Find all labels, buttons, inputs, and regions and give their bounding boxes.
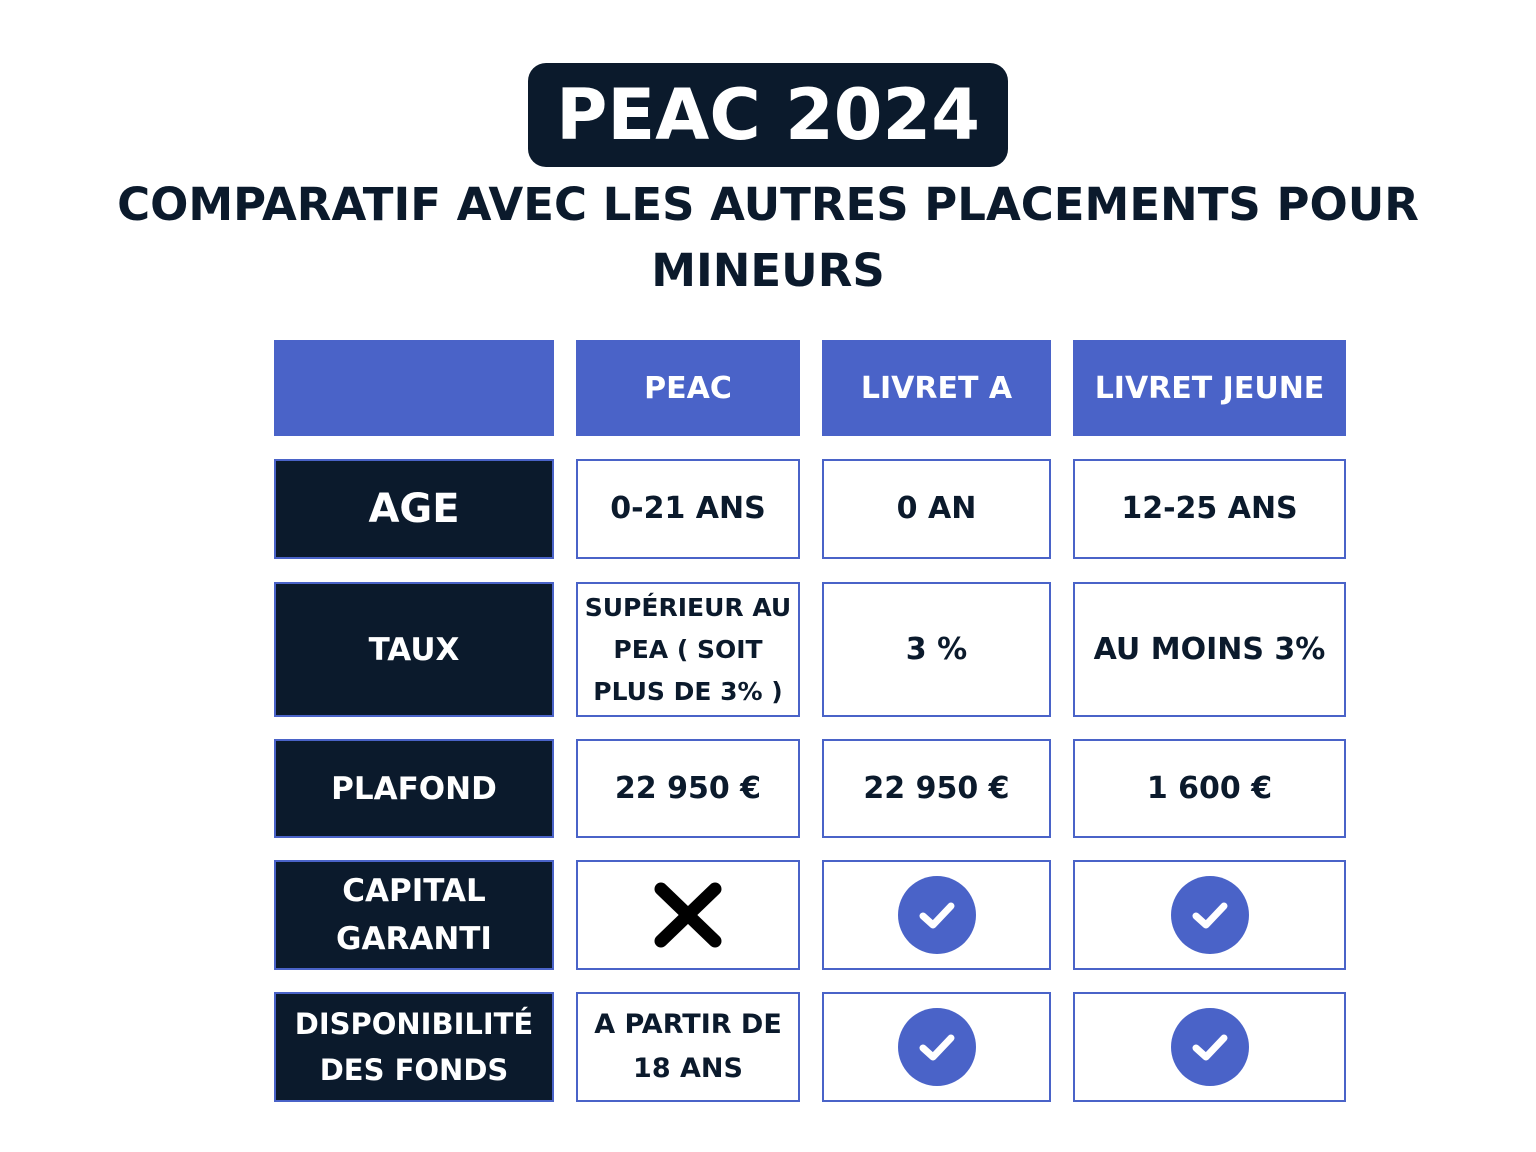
cell-disponibilite-peac: A PARTIR DE 18 ANS [576, 992, 800, 1102]
check-icon [898, 1008, 976, 1086]
cross-icon [653, 881, 723, 949]
row-label-disponibilite: DISPONIBILITÉ DES FONDS [274, 992, 554, 1102]
row-label-age: AGE [274, 459, 554, 559]
cell-disponibilite-livret-a [822, 992, 1051, 1102]
cell-plafond-peac: 22 950 € [576, 739, 800, 838]
cell-age-peac: 0-21 ANS [576, 459, 800, 559]
row-label-capital-garanti: CAPITAL GARANTI [274, 860, 554, 970]
cell-disponibilite-livret-jeune [1073, 992, 1346, 1102]
cell-taux-peac: SUPÉRIEUR AU PEA ( SOIT PLUS DE 3% ) [576, 582, 800, 717]
page-title: PEAC 2024 [556, 74, 980, 156]
cell-capital-livret-a [822, 860, 1051, 970]
cell-capital-peac [576, 860, 800, 970]
page-subtitle: COMPARATIF AVEC LES AUTRES PLACEMENTS POUR MINEURS [117, 178, 1419, 297]
cell-plafond-livret-jeune: 1 600 € [1073, 739, 1346, 838]
header-empty-cell [274, 340, 554, 436]
row-label-taux: TAUX [274, 582, 554, 717]
check-icon [1171, 876, 1249, 954]
check-icon [1171, 1008, 1249, 1086]
header-livret-a: LIVRET A [822, 340, 1051, 436]
row-label-plafond: PLAFOND [274, 739, 554, 838]
cell-taux-livret-a: 3 % [822, 582, 1051, 717]
cell-taux-livret-jeune: AU MOINS 3% [1073, 582, 1346, 717]
title-badge [528, 63, 1008, 167]
header-peac: PEAC [576, 340, 800, 436]
cell-age-livret-jeune: 12-25 ANS [1073, 459, 1346, 559]
check-icon [898, 876, 976, 954]
cell-capital-livret-jeune [1073, 860, 1346, 970]
header-livret-jeune: LIVRET JEUNE [1073, 340, 1346, 436]
cell-age-livret-a: 0 AN [822, 459, 1051, 559]
cell-plafond-livret-a: 22 950 € [822, 739, 1051, 838]
